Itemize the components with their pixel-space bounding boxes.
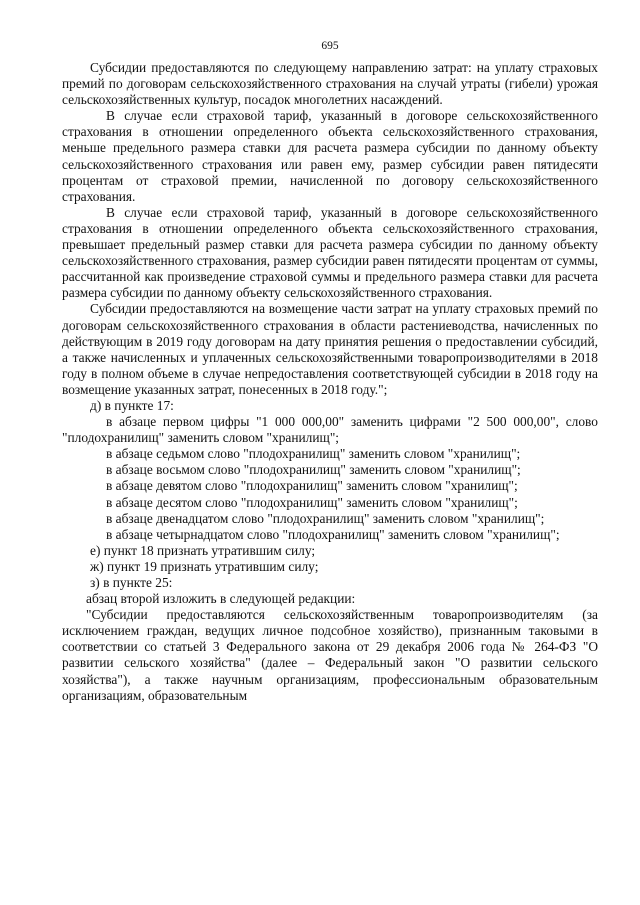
paragraph-tariff-below-limit: В случае если страховой тариф, указанный в договоре сельскохозяйственного страхования в отношении определенного объекта сельскохозяйственного страхования, меньше предельного размера ставки для расчета размера субсидии по данному объекту сельскохозяйственного страхования или равен ему, размер субсидии равен пятидесяти процентам от страховой премии, начисленной по договору сельскохозяйственного страхования. (62, 108, 598, 204)
paragraph-second-abzac: абзац второй изложить в следующей редакции: (86, 591, 356, 607)
paragraph-amend-seventh: в абзаце седьмом слово "плодохранилищ" заменить словом "хранилищ"; (106, 446, 521, 462)
paragraph-item-e: е) пункт 18 признать утратившим силу; (90, 542, 316, 558)
paragraph-premium-reimbursement: Субсидии предоставляются на возмещение части затрат на уплату страховых премий по договорам сельскохозяйственного страхования в области растениеводства, начисленных по действующим в 2019 году договорам на дату принятия решения о предоставлении субсидий, а также начисленных и уплаченных сельскохозяйственными товаропроизводителями в 2018 году в полном объеме в случае непредоставления соответствующей субсидии в 2018 году на возмещение указанных затрат, понесенных в 2018 году."; (62, 301, 598, 397)
document-body (62, 60, 598, 704)
paragraph-amend-first: в абзаце первом цифры "1 000 000,00" заменить цифрами "2 500 000,00", слово "плодохранилищ" заменить словом "хранилищ"; (62, 414, 598, 446)
paragraph-amend-ninth: в абзаце девятом слово "плодохранилищ" заменить словом "хранилищ"; (106, 478, 518, 494)
paragraph-new-wording: "Субсидии предоставляются сельскохозяйственным товаропроизводителям (за исключением граждан, ведущих личное подсобное хозяйство), признанным таковыми в соответствии со статьей 3 Федерального закона от 29 декабря 2006 года № 264-ФЗ "О развитии сельского хозяйства" (далее – Федеральный закон "О развитии сельского хозяйства"), а также научным организациям, профессиональным образовательным организациям, образовательным (62, 607, 598, 703)
paragraph-item-d: д) в пункте 17: (90, 397, 174, 413)
paragraph-subsidy-directions: Субсидии предоставляются по следующему направлению затрат: на уплату страховых премий по договорам сельскохозяйственного страхования на случай утраты (гибели) урожая сельскохозяйственных культур, посадок многолетних насаждений. (62, 60, 598, 108)
paragraph-amend-fourteenth: в абзаце четырнадцатом слово "плодохранилищ" заменить словом "хранилищ"; (106, 526, 560, 542)
paragraph-item-zh: ж) пункт 19 признать утратившим силу; (90, 558, 319, 574)
paragraph-amend-eighth: в абзаце восьмом слово "плодохранилищ" заменить словом "хранилищ"; (106, 462, 521, 478)
document-page (62, 0, 598, 905)
paragraph-amend-twelfth: в абзаце двенадцатом слово "плодохранилищ" заменить словом "хранилищ"; (106, 510, 545, 526)
page-number: 695 (321, 40, 339, 52)
paragraph-amend-tenth: в абзаце десятом слово "плодохранилищ" заменить словом "хранилищ"; (106, 494, 518, 510)
paragraph-item-z: з) в пункте 25: (90, 575, 173, 590)
paragraph-tariff-above-limit: В случае если страховой тариф, указанный в договоре сельскохозяйственного страхования в отношении определенного объекта сельскохозяйственного страхования, превышает предельный размер ставки для расчета размера субсидии по данному объекту сельскохозяйственного страхования, размер субсидии равен пятидесяти процентам от суммы, рассчитанной как произведение страховой суммы и предельного размера ставки для расчета размера субсидии по данному объекту сельскохозяйственного страхования. (62, 204, 598, 301)
